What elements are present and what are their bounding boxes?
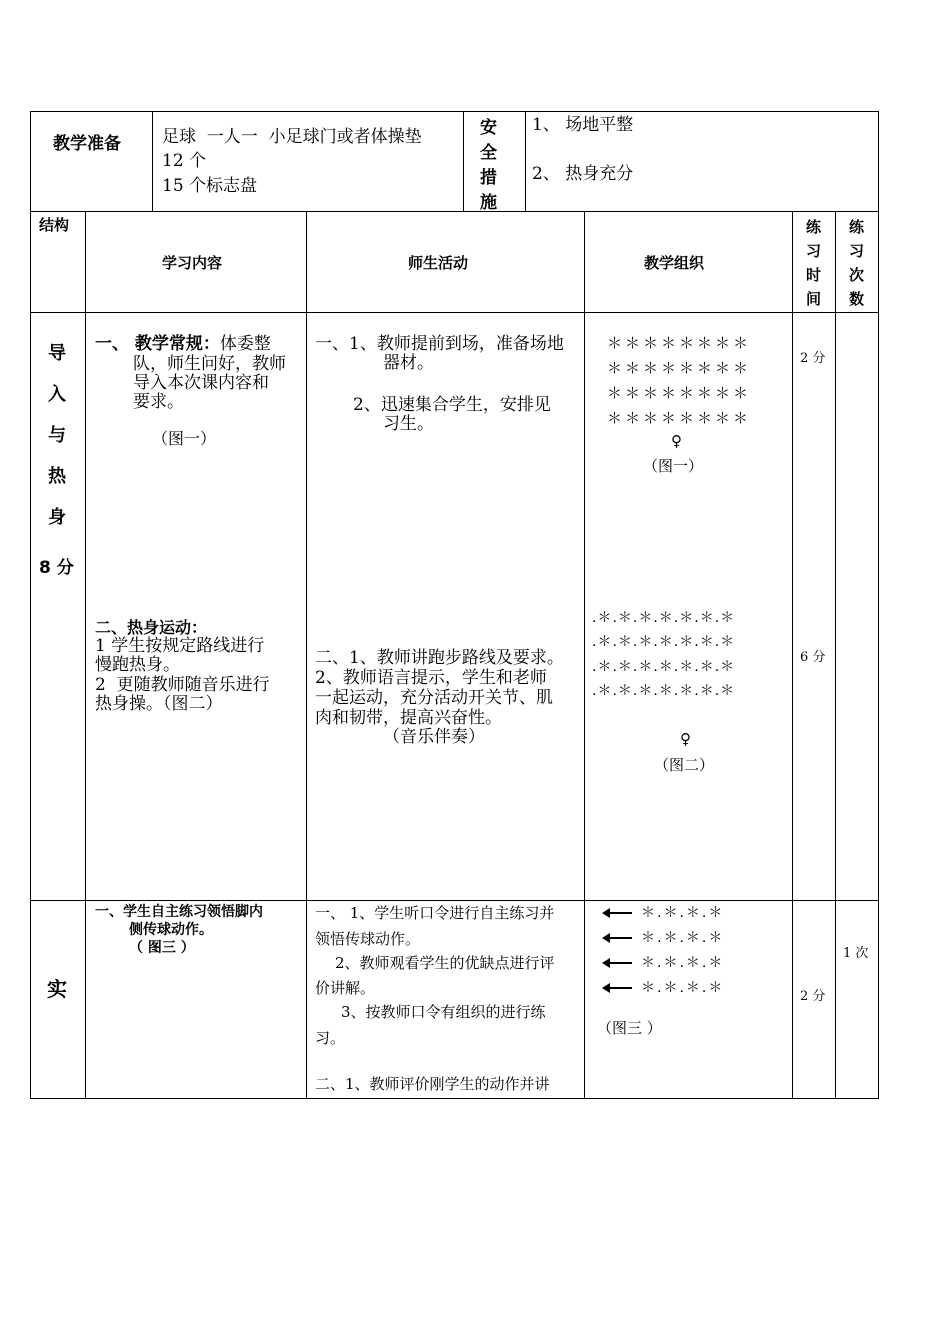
safety-label-char: 措	[480, 168, 497, 188]
prep-content-line2: 12 个	[162, 151, 207, 171]
safety-item-1: 1、 场地平整	[532, 115, 634, 135]
org-a-row: ＊＊＊＊＊＊＊＊	[607, 359, 752, 377]
prep-bottom-border	[30, 211, 878, 212]
section1-title-char: 身	[48, 507, 66, 528]
org-b-row: .＊.＊.＊.＊.＊.＊.＊	[592, 610, 736, 626]
header-time	[806, 215, 821, 311]
header-time-char: 时	[806, 266, 822, 284]
org-a-row: ＊＊＊＊＊＊＊＊	[607, 384, 752, 402]
org-c-row: ＊.＊.＊.＊	[641, 930, 725, 946]
section2-activity-line7: 二、1、教师评价刚学生的动作并讲	[315, 1075, 550, 1093]
safety-label-char: 全	[480, 143, 497, 163]
content-a-line1-rest: 体委整	[219, 334, 271, 354]
section2-activity-line6: 习。	[315, 1029, 346, 1047]
header-count-char: 次	[849, 266, 865, 284]
activity-a-line1: 一、1、教师提前到场，准备场地	[315, 334, 564, 354]
header-count	[849, 215, 864, 311]
left-arrow-icon	[608, 912, 632, 914]
activity-a-line4: 习生。	[383, 414, 434, 434]
section2-activity-line1: 一、 1、学生听口令进行自主练习并	[315, 904, 555, 922]
header-count-char: 练	[849, 218, 865, 236]
content-b-line4: 热身操。（图二）	[95, 694, 223, 714]
content-a-line1	[95, 336, 271, 353]
prep-content-line1: 足球 一人一 小足球门或者体操垫	[162, 127, 422, 147]
prep-divider-3	[525, 111, 526, 211]
content-b-line1: 1 学生按规定路线进行	[95, 636, 265, 656]
header-bottom-border	[30, 312, 878, 313]
section1-title	[48, 333, 66, 538]
activity-b-line2: 2、教师语言提示，学生和老师	[315, 668, 547, 688]
content-a-title: 一、 教学常规：	[95, 334, 220, 354]
left-arrow-icon	[608, 962, 632, 964]
time-b: 6 分	[800, 650, 826, 665]
prep-content-line3: 15 个标志盘	[162, 176, 258, 196]
org-c-row: ＊.＊.＊.＊	[641, 955, 725, 971]
section1-title-char: 热	[48, 466, 66, 487]
content-a-figure-label: （图一）	[152, 429, 217, 448]
section2-activity-line5: 3、按教师口令有组织的进行练	[341, 1003, 546, 1021]
content-b-line3: 2 更随教师随音乐进行	[95, 675, 270, 695]
section2-content-line3: （ 图三 ）	[129, 940, 195, 956]
section2-content-line1: 一、学生自主练习领悟脚内	[95, 904, 263, 920]
section2-activity-line4: 价讲解。	[315, 979, 376, 997]
content-b-line2: 慢跑热身。	[95, 655, 180, 675]
org-b-row: .＊.＊.＊.＊.＊.＊.＊	[592, 659, 736, 675]
header-activity: 师生活动	[408, 254, 469, 272]
col-divider-structure	[85, 211, 86, 1099]
org-c-row: ＊.＊.＊.＊	[641, 905, 725, 921]
section2-content-line2: 侧传球动作。	[129, 922, 213, 938]
org-a-row: ＊＊＊＊＊＊＊＊	[607, 409, 752, 427]
org-b-row: .＊.＊.＊.＊.＊.＊.＊	[592, 683, 736, 699]
org-c-row: ＊.＊.＊.＊	[641, 980, 725, 996]
safety-label-char: 安	[480, 118, 497, 138]
header-count-char: 数	[849, 290, 865, 308]
section1-title-char: 入	[48, 384, 66, 405]
section2-activity-line2: 领悟传球动作。	[315, 930, 421, 948]
table-bottom-border	[30, 1098, 878, 1099]
col-divider-time	[835, 211, 836, 1099]
table-top-border	[30, 111, 878, 112]
header-time-char: 习	[806, 242, 822, 260]
org-c-figure-label: （图三 ）	[597, 1019, 662, 1037]
col-divider-content	[306, 211, 307, 1099]
org-b-teacher-icon: ♀	[680, 730, 691, 748]
content-a-line2: 队，师生问好，教师	[133, 354, 286, 374]
org-a-figure-label: （图一）	[643, 457, 704, 475]
section2-count: 1 次	[843, 946, 869, 961]
col-divider-activity	[584, 211, 585, 1099]
org-a-row: ＊＊＊＊＊＊＊＊	[607, 334, 752, 352]
prep-divider-1	[152, 111, 153, 211]
org-a-teacher-icon: ♀	[671, 432, 682, 450]
prep-divider-2	[463, 111, 464, 211]
activity-a-line3: 2、迅速集合学生，安排见	[353, 395, 551, 415]
table-right-border	[878, 111, 879, 1099]
org-b-row: .＊.＊.＊.＊.＊.＊.＊	[592, 634, 736, 650]
content-a-line4: 要求。	[133, 392, 184, 412]
header-count-char: 习	[849, 242, 865, 260]
content-b-title: 二、热身运动：	[95, 618, 208, 637]
left-arrow-icon	[608, 987, 632, 989]
section1-title-char: 导	[48, 343, 66, 364]
header-time-char: 练	[806, 218, 822, 236]
section1-title-char: 与	[48, 425, 66, 446]
content-a-line3: 导入本次课内容和	[133, 373, 269, 393]
left-arrow-icon	[608, 937, 632, 939]
safety-label	[480, 116, 497, 216]
section1-bottom-border	[30, 900, 878, 901]
activity-b-line5: （音乐伴奏）	[383, 727, 485, 747]
org-b-figure-label: （图二）	[654, 756, 715, 774]
section2-title: 实	[47, 977, 67, 1001]
header-structure: 结构	[39, 216, 70, 234]
activity-b-line1: 二、1、教师讲跑步路线及要求。	[315, 648, 564, 668]
time-a: 2 分	[800, 351, 826, 366]
activity-a-line2: 器材。	[383, 353, 434, 373]
header-organization: 教学组织	[644, 254, 705, 272]
table-left-border	[30, 111, 31, 1099]
section2-activity-line3: 2、教师观看学生的优缺点进行评	[335, 954, 555, 972]
section2-time: 2 分	[800, 989, 826, 1004]
safety-item-2: 2、 热身充分	[532, 164, 634, 184]
section1-duration: 8 分	[39, 558, 74, 578]
safety-label-char: 施	[480, 193, 497, 213]
header-time-char: 间	[806, 290, 822, 308]
activity-b-line3: 一起运动，充分活动开关节、肌	[315, 688, 553, 708]
activity-b-line4: 肉和韧带，提高兴奋性。	[315, 708, 502, 728]
prep-label: 教学准备	[53, 134, 121, 154]
col-divider-organization	[792, 211, 793, 1099]
header-content: 学习内容	[162, 254, 223, 272]
